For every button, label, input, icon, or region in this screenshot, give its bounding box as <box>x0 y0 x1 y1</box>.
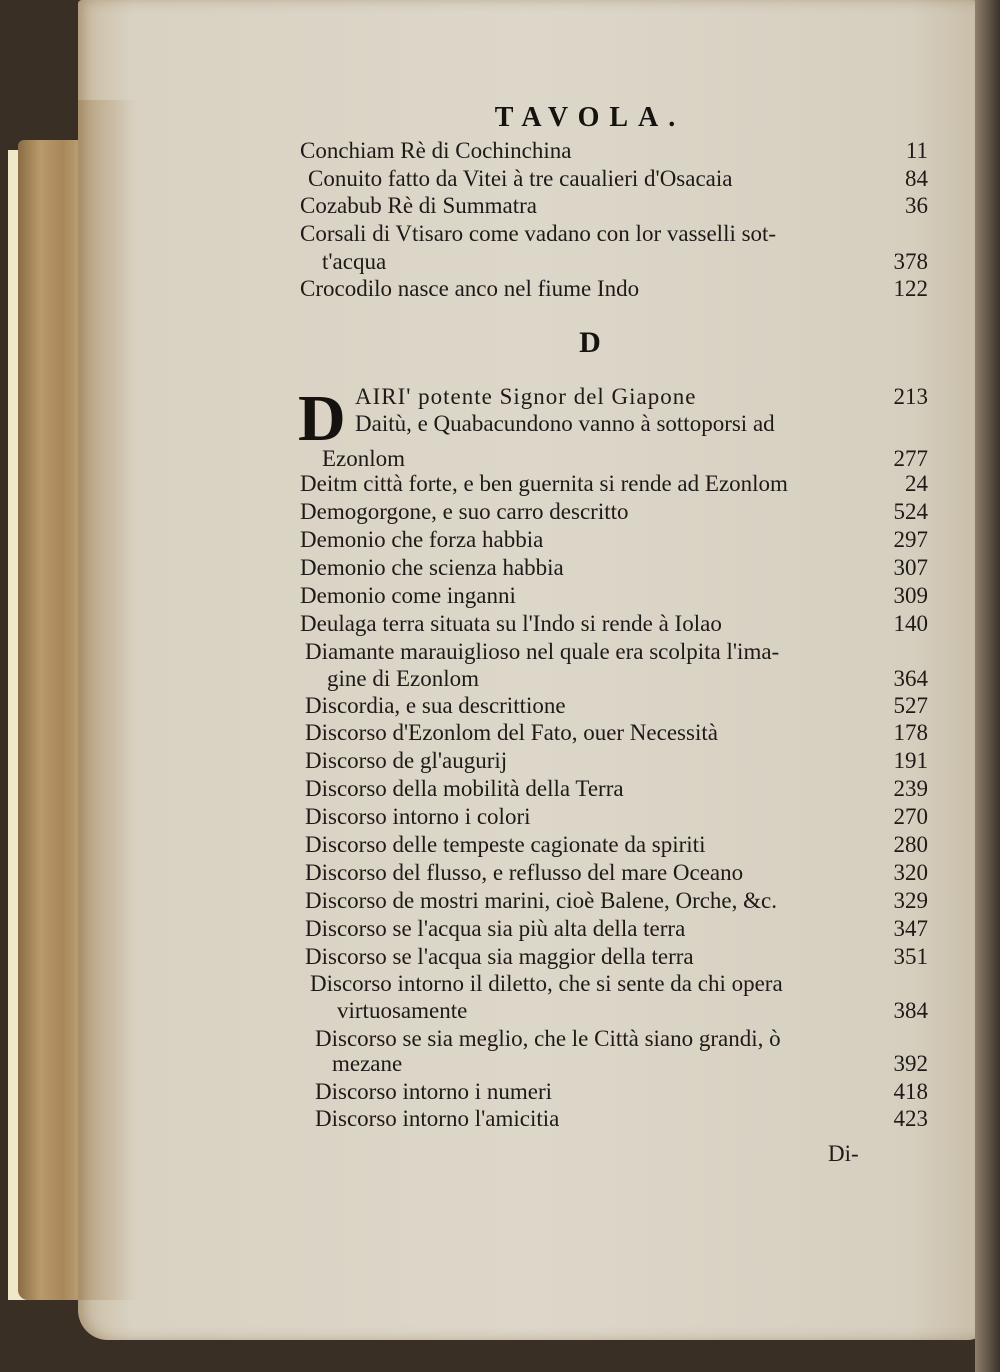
entry-page-number: 329 <box>893 888 928 913</box>
entry-text: gine di Ezonlom <box>327 666 480 691</box>
entry-text: Discorso se l'acqua sia più alta della terra <box>305 916 686 941</box>
entry-page-number: 297 <box>893 527 928 552</box>
entry-text: Corsali di Vtisaro come vadano con lor vasselli sot- <box>300 221 777 246</box>
page-stain <box>78 100 138 1300</box>
entry-page-number: 418 <box>893 1079 928 1104</box>
entry-text: Ezonlom <box>322 446 406 471</box>
entry-text: Discorso de mostri marini, cioè Balene, Orche, &c. <box>305 888 777 913</box>
entry-page-number: 140 <box>893 611 928 636</box>
entry-page-number: 378 <box>893 249 928 274</box>
entry-text: AIRI' potente Signor del Giapone <box>355 384 697 409</box>
entry-page-number: 84 <box>905 166 928 191</box>
entry-page-number: 24 <box>905 471 928 496</box>
entry-text: Discorso delle tempeste cagionate da spiriti <box>305 832 706 857</box>
entry-text: Deitm città forte, e ben guernita si rende ad Ezonlom <box>300 471 788 496</box>
entry-page-number: 392 <box>893 1051 928 1076</box>
entry-text: Discorso d'Ezonlom del Fato, ouer Necessità <box>305 720 718 745</box>
entry-text: Demogorgone, e suo carro descritto <box>300 499 629 524</box>
entry-page-number: 280 <box>893 832 928 857</box>
entry-page-number: 277 <box>893 446 928 471</box>
entry-text: Daitù, e Quabacundono vanno à sottoporsi ad <box>355 411 775 436</box>
entry-page-number: 364 <box>893 666 928 691</box>
entry-text: Discorso del flusso, e reflusso del mare Oceano <box>305 860 744 885</box>
drop-cap: D <box>298 382 346 455</box>
entry-page-number: 122 <box>893 276 928 301</box>
entry-text: Cozabub Rè di Summatra <box>300 193 537 218</box>
entry-text: Demonio come inganni <box>300 583 516 608</box>
entry-page-number: 191 <box>893 748 928 773</box>
entry-text: Demonio che scienza habbia <box>300 555 564 580</box>
entry-page-number: 213 <box>893 384 928 409</box>
entry-text: Discorso intorno i numeri <box>315 1079 552 1104</box>
entry-page-number: 527 <box>893 693 928 718</box>
entry-page-number: 524 <box>893 499 928 524</box>
entry-text: Discorso de gl'augurij <box>305 748 508 773</box>
entry-page-number: 384 <box>893 998 928 1023</box>
entry-text: t'acqua <box>322 249 387 274</box>
entry-text: Discorso della mobilità della Terra <box>305 776 624 801</box>
entry-text: Diamante marauiglioso nel quale era scolpita l'ima- <box>305 639 780 664</box>
entry-page-number: 347 <box>893 916 928 941</box>
entry-page-number: 307 <box>893 555 928 580</box>
entry-text: Discorso intorno il diletto, che si sente da chi opera <box>310 971 783 996</box>
entry-text: Discorso intorno i colori <box>305 804 531 829</box>
entry-text: Discorso se sia meglio, che le Città siano grandi, ò <box>315 1026 781 1051</box>
entry-text: Discorso se l'acqua sia maggior della terra <box>305 944 694 969</box>
entry-text: Discordia, e sua descrittione <box>305 693 566 718</box>
entry-page-number: 178 <box>893 720 928 745</box>
entry-text: virtuosamente <box>337 998 468 1023</box>
catchword: Di- <box>828 1141 859 1166</box>
entry-page-number: 270 <box>893 804 928 829</box>
entry-page-number: 36 <box>905 193 928 218</box>
entry-page-number: 11 <box>905 138 928 163</box>
entry-page-number: 320 <box>893 860 928 885</box>
entry-page-number: 351 <box>893 944 928 969</box>
section-letter: D <box>579 326 601 359</box>
entry-page-number: 423 <box>893 1106 928 1131</box>
book-gutter <box>975 0 1000 1372</box>
entry-text: Conchiam Rè di Cochinchina <box>300 138 572 163</box>
entry-text: Discorso intorno l'amicitia <box>315 1106 560 1131</box>
page-title: TAVOLA. <box>494 102 686 133</box>
entry-page-number: 309 <box>893 583 928 608</box>
entry-page-number: 239 <box>893 776 928 801</box>
entry-text: Conuito fatto da Vitei à tre caualieri d'Osacaia <box>308 166 733 191</box>
entry-text: Deulaga terra situata su l'Indo si rende à Iolao <box>300 611 722 636</box>
entry-text: Demonio che forza habbia <box>300 527 544 552</box>
entry-text: mezane <box>332 1051 403 1076</box>
entry-text: Crocodilo nasce anco nel fiume Indo <box>300 276 640 301</box>
